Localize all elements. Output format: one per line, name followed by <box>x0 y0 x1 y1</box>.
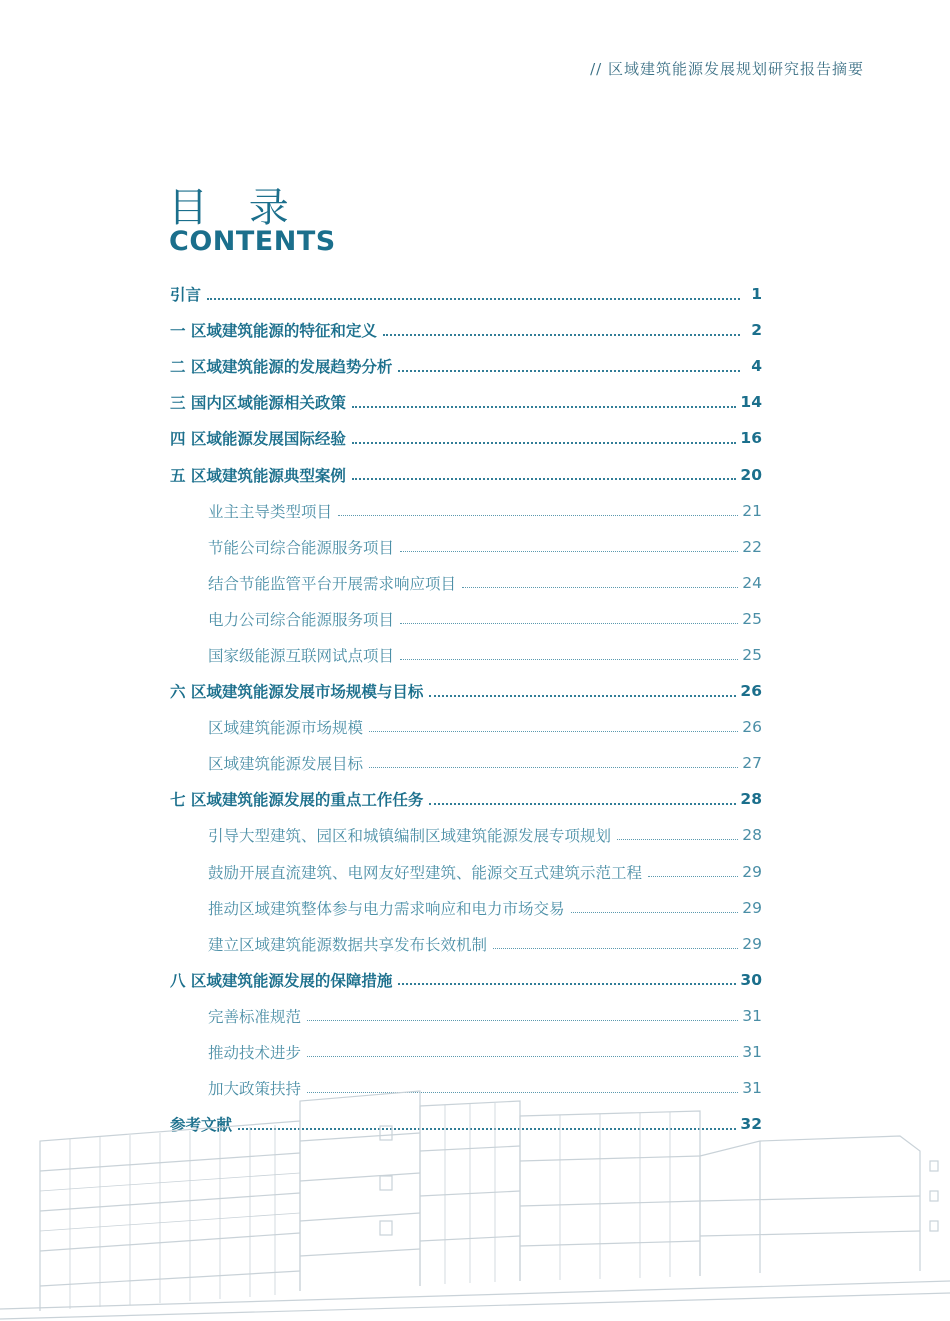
toc-entry-label: 鼓励开展直流建筑、电网友好型建筑、能源交互式建筑示范工程 <box>208 863 643 882</box>
toc-entry-label: 七 区域建筑能源发展的重点工作任务 <box>170 791 424 810</box>
toc-page-number: 30 <box>740 970 762 989</box>
toc-section-entry[interactable] <box>170 926 762 962</box>
toc-entry-label: 参考文献 <box>170 1116 233 1135</box>
toc-dot-leader <box>617 838 738 840</box>
toc-dot-leader <box>369 730 738 732</box>
toc-section-entry[interactable] <box>170 1034 762 1070</box>
toc-section-entry[interactable] <box>170 637 762 673</box>
toc-page-number: 24 <box>742 573 762 592</box>
toc-entry-label: 国家级能源互联网试点项目 <box>208 646 395 665</box>
toc-page-number: 25 <box>742 609 762 628</box>
toc-page-number: 22 <box>742 537 762 556</box>
toc-entry-label: 引导大型建筑、园区和城镇编制区域建筑能源发展专项规划 <box>208 827 612 846</box>
toc-dot-leader <box>352 405 737 408</box>
toc-page-number: 27 <box>742 754 762 773</box>
toc-chapter-entry[interactable] <box>170 420 762 456</box>
toc-section-entry[interactable] <box>170 854 762 890</box>
toc-page-number: 31 <box>742 1043 762 1062</box>
toc-page-number: 31 <box>742 1006 762 1025</box>
toc-dot-leader <box>429 802 736 805</box>
toc-entry-label: 引言 <box>170 286 202 305</box>
toc-entry-label: 一 区域建筑能源的特征和定义 <box>170 322 377 341</box>
toc-dot-leader <box>398 369 740 372</box>
toc-page-number: 21 <box>742 501 762 520</box>
toc-entry-label: 推动区域建筑整体参与电力需求响应和电力市场交易 <box>208 899 565 918</box>
toc-section-entry[interactable] <box>170 890 762 926</box>
toc-page-number: 29 <box>742 934 762 953</box>
toc-dot-leader <box>400 622 738 624</box>
toc-entry-label: 四 区域能源发展国际经验 <box>170 430 346 449</box>
toc-dot-leader <box>383 333 740 336</box>
toc-dot-leader <box>462 586 738 588</box>
toc-entry-label: 六 区域建筑能源发展市场规模与目标 <box>170 683 424 702</box>
toc-page-number: 29 <box>742 862 762 881</box>
toc-entry-label: 业主主导类型项目 <box>208 502 333 521</box>
toc-section-entry[interactable] <box>170 817 762 853</box>
toc-chapter-entry[interactable] <box>170 781 762 817</box>
toc-page-number: 28 <box>740 790 762 809</box>
toc-entry-label: 加大政策扶持 <box>208 1080 302 1099</box>
toc-chapter-entry[interactable] <box>170 673 762 709</box>
toc-chapter-entry[interactable] <box>170 384 762 420</box>
toc-page-number: 26 <box>742 718 762 737</box>
toc-dot-leader <box>571 911 739 913</box>
toc-entry-label: 二 区域建筑能源的发展趋势分析 <box>170 358 393 377</box>
building-illustration <box>0 1081 950 1321</box>
toc-section-entry[interactable] <box>170 493 762 529</box>
toc-page-number: 28 <box>742 826 762 845</box>
toc-dot-leader <box>493 947 738 949</box>
toc-chapter-entry[interactable] <box>170 456 762 492</box>
toc-page-number: 4 <box>751 357 762 376</box>
toc-page-number: 20 <box>740 465 762 484</box>
table-of-contents <box>170 276 762 1142</box>
toc-section-entry[interactable] <box>170 998 762 1034</box>
toc-dot-leader <box>338 514 738 516</box>
toc-dot-leader <box>398 982 736 985</box>
toc-dot-leader <box>369 766 738 768</box>
toc-page-number: 32 <box>740 1115 762 1134</box>
running-header: // 区域建筑能源发展规划研究报告摘要 <box>590 60 864 78</box>
toc-entry-label: 完善标准规范 <box>208 1007 302 1026</box>
toc-page-number: 1 <box>751 285 762 304</box>
page-title: 目 录 <box>168 185 303 231</box>
toc-entry-label: 三 国内区域能源相关政策 <box>170 394 346 413</box>
toc-section-entry[interactable] <box>170 745 762 781</box>
toc-entry-label: 五 区域建筑能源典型案例 <box>170 466 346 485</box>
toc-entry-label: 建立区域建筑能源数据共享发布长效机制 <box>208 935 488 954</box>
toc-page-number: 14 <box>740 393 762 412</box>
toc-entry-label: 结合节能监管平台开展需求响应项目 <box>208 574 457 593</box>
toc-page-number: 25 <box>742 645 762 664</box>
page-subtitle: CONTENTS <box>169 226 336 257</box>
toc-dot-leader <box>307 1019 738 1021</box>
toc-section-entry[interactable] <box>170 709 762 745</box>
toc-page-number: 16 <box>740 429 762 448</box>
toc-section-entry[interactable] <box>170 601 762 637</box>
toc-entry-label: 区域建筑能源发展目标 <box>208 755 364 774</box>
toc-dot-leader <box>400 658 738 660</box>
toc-page-number: 2 <box>751 321 762 340</box>
toc-dot-leader <box>429 694 736 697</box>
toc-chapter-entry[interactable] <box>170 962 762 998</box>
toc-page-number: 26 <box>740 682 762 701</box>
toc-entry-label: 推动技术进步 <box>208 1044 302 1063</box>
toc-page-number: 31 <box>742 1079 762 1098</box>
toc-entry-label: 电力公司综合能源服务项目 <box>208 610 395 629</box>
toc-chapter-entry[interactable] <box>170 312 762 348</box>
toc-section-entry[interactable] <box>170 529 762 565</box>
toc-dot-leader <box>207 297 740 300</box>
toc-section-entry[interactable] <box>170 565 762 601</box>
toc-page-number: 29 <box>742 898 762 917</box>
toc-entry-label: 区域建筑能源市场规模 <box>208 719 364 738</box>
toc-dot-leader <box>352 477 737 480</box>
toc-dot-leader <box>400 550 738 552</box>
toc-chapter-entry[interactable] <box>170 276 762 312</box>
toc-dot-leader <box>648 875 738 877</box>
toc-dot-leader <box>307 1055 738 1057</box>
toc-entry-label: 节能公司综合能源服务项目 <box>208 538 395 557</box>
toc-chapter-entry[interactable] <box>170 348 762 384</box>
toc-dot-leader <box>352 441 737 444</box>
toc-entry-label: 八 区域建筑能源发展的保障措施 <box>170 971 393 990</box>
